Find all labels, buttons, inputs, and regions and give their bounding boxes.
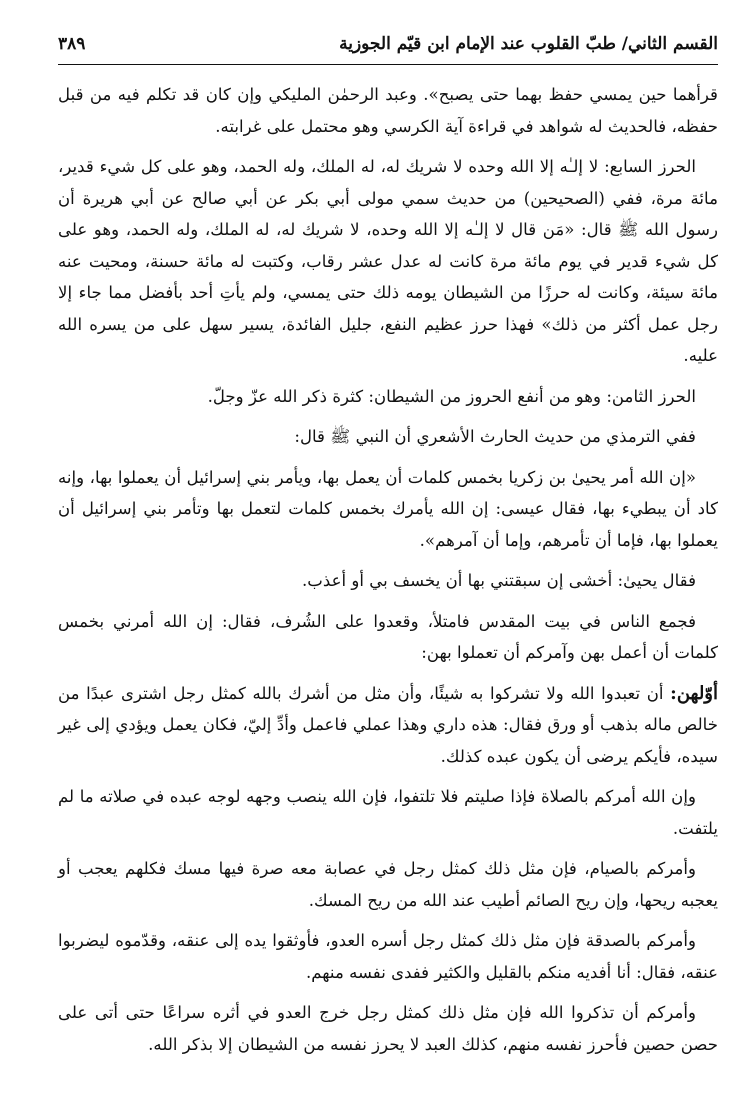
paragraph: الحرز الثامن: وهو من أنفع الحروز من الشيطان: كثرة ذكر الله عزّ وجلّ. <box>207 386 696 406</box>
body-text <box>58 79 718 1060</box>
running-title: القسم الثاني/ طبّ القلوب عند الإمام ابن قيّم الجوزية <box>339 34 718 54</box>
paragraph: الحرز السابع: لا إلـٰه إلا الله وحده لا شريك له، له الملك، وله الحمد، وهو على كل شيء قدير، مائة مرة، ففي (الصحيحين) من حديث سمي مولى أبي بكر عن أبي صالح عن أبي هريرة أن رسول الله ﷺ قال: «مَن قال لا إلـٰه إلا الله وحده، لا شريك له، له الملك، وله الحمد، وهو على كل شيء قدير في يوم مائة مرة كانت له عدل عشر رقاب، وكتبت له مائة حسنة، ومحيت عنه مائة سيئة، وكانت له حرزًا من الشيطان يومه ذلك حتى يمسي، ولم يأتِ أحد بأفضل مما جاء إلا رجل عمل أكثر من ذلك» فهذا حرز عظيم النفع، جليل الفائدة، يسير سهل على من يسره الله عليه. <box>58 157 718 365</box>
paragraph-first-word <box>58 678 718 773</box>
page-number: ٣٨٩ <box>58 34 86 54</box>
paragraph: وأمركم أن تذكروا الله فإن مثل ذلك كمثل رجل خرج العدو في أثره سراعًا حتى أتى على حصن حصين فأحرز نفسه منهم، كذلك العبد لا يحرز نفسه من الشيطان إلا بذكر الله. <box>58 1003 718 1054</box>
header-rule <box>58 64 718 65</box>
paragraph: قرأهما حين يمسي حفظ بهما حتى يصبح». وعبد الرحمٰن المليكي وإن كان قد تكلم فيه من قبل حفظه، فالحديث له شواهد في قراءة آية الكرسي وهو محتمل على غرابته. <box>58 85 718 136</box>
paragraph-text: أن تعبدوا الله ولا تشركوا به شيئًا، وأن مثل من أشرك بالله كمثل رجل اشترى عبدًا من خالص ماله بذهب أو ورق فقال: هذه داري وهذا عملي فاعمل وأدِّ إليّ، فكان يعمل ويؤدي إلى غير سيده، فأيكم يرضى أن يكون عبده كذلك. <box>58 683 718 766</box>
paragraph: وإن الله أمركم بالصلاة فإذا صليتم فلا تلتفوا، فإن الله ينصب وجهه لوجه عبده في صلاته ما لم يلتفت. <box>58 787 718 838</box>
paragraph: وأمركم بالصدقة فإن مثل ذلك كمثل رجل أسره العدو، فأوثقوا يده إلى عنقه، وقدّموه ليضربوا عنقه، فقال: أنا أفديه منكم بالقليل والكثير ففدى نفسه منهم. <box>58 931 718 982</box>
running-header <box>58 34 718 62</box>
paragraph: وأمركم بالصيام، فإن مثل ذلك كمثل رجل في عصابة معه صرة فيها مسك فكلهم يعجب أو يعجبه ريحها، وإن ريح الصائم أطيب عند الله من ريح المسك. <box>58 859 718 910</box>
quoted-hadith: «إن الله أمر يحيىٰ بن زكريا بخمس كلمات أن يعمل بها، ويأمر بني إسرائيل أن يعملوا بها، وإنه كاد أن يبطيء بها، فقال عيسى: إن الله يأمرك بخمس كلمات لتعمل بها وتأمر بني إسرائيل أن يعملوا بها، فإما أن تأمرهم، وإما أن آمرهم». <box>58 467 718 550</box>
lead-word: أوّلهن: <box>670 682 718 704</box>
paragraph: ففي الترمذي من حديث الحارث الأشعري أن النبي ﷺ قال: <box>294 427 696 446</box>
paragraph: فجمع الناس في بيت المقدس فامتلأ، وقعدوا على الشُرف، فقال: إن الله أمرني بخمس كلمات أن أعمل بهن وآمركم أن تعملوا بهن: <box>58 611 718 662</box>
paragraph: فقال يحيىٰ: أخشى إن سبقتني بها أن يخسف بي أو أعذب. <box>301 571 696 590</box>
book-page <box>58 34 718 1069</box>
